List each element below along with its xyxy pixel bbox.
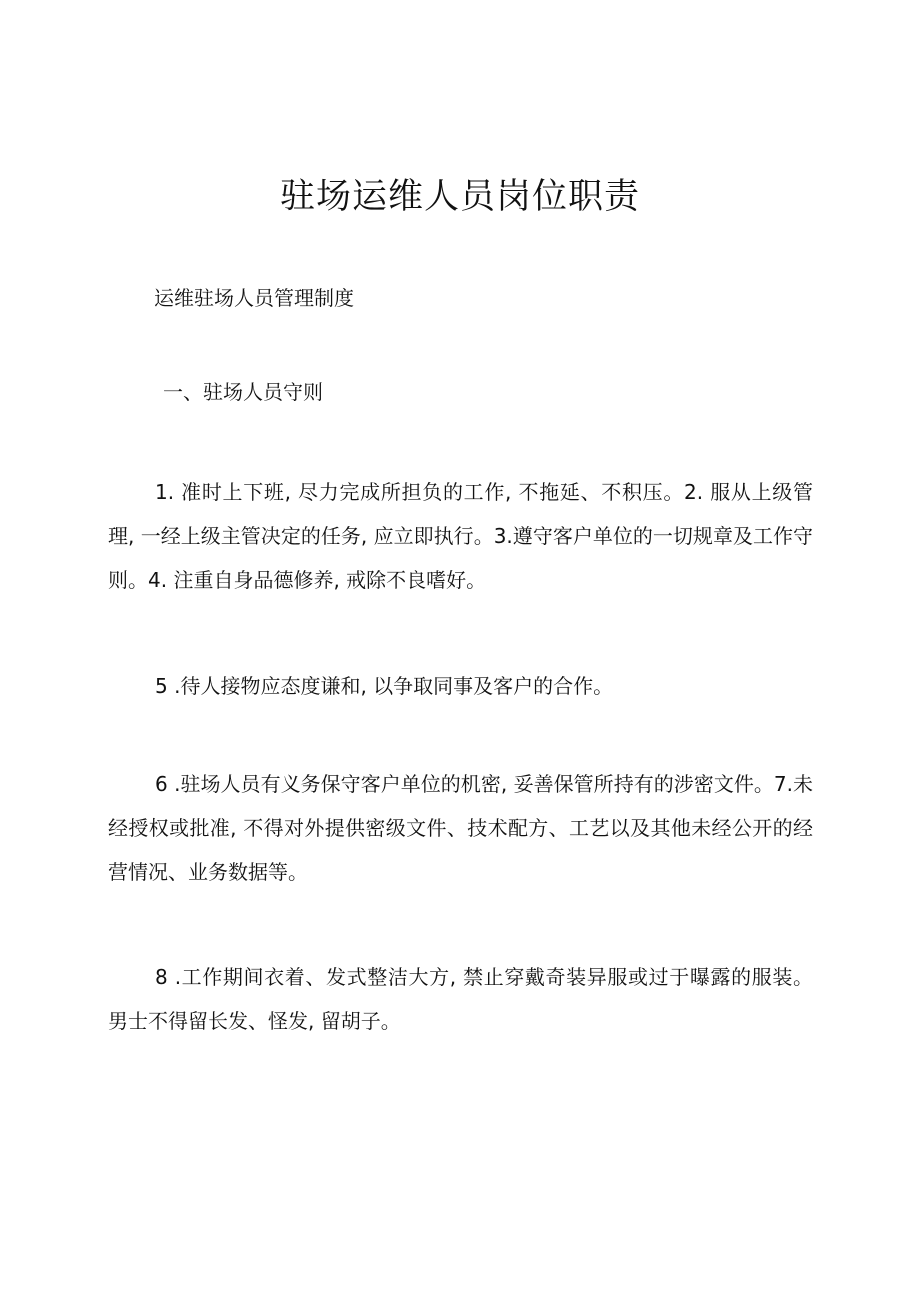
section-heading: 一、驻场人员守则 xyxy=(163,380,323,404)
document-subtitle: 运维驻场人员管理制度 xyxy=(154,286,354,310)
paragraph-rules-1-4: 1. 准时上下班, 尽力完成所担负的工作, 不拖延、不积压。2. 服从上级管理, 一经上级主管决定的任务, 应立即执行。3.遵守客户单位的一切规章及工作守则。4. 注重自身品德修养, 戒除不良嗜好。 xyxy=(108,480,813,592)
document-title: 驻场运维人员岗位职责 xyxy=(279,177,640,217)
paragraph-rule-5: 5 .待人接物应态度谦和, 以争取同事及客户的合作。 xyxy=(155,674,614,698)
paragraph-rule-8: 8 .工作期间衣着、发式整洁大方, 禁止穿戴奇装异服或过于曝露的服装。男士不得留长发、怪发, 留胡子。 xyxy=(108,965,813,1033)
paragraph-rules-6-7: 6 .驻场人员有义务保守客户单位的机密, 妥善保管所持有的涉密文件。7.未经授权或批准, 不得对外提供密级文件、技术配方、工艺以及其他未经公开的经营情况、业务数据等。 xyxy=(108,772,813,884)
